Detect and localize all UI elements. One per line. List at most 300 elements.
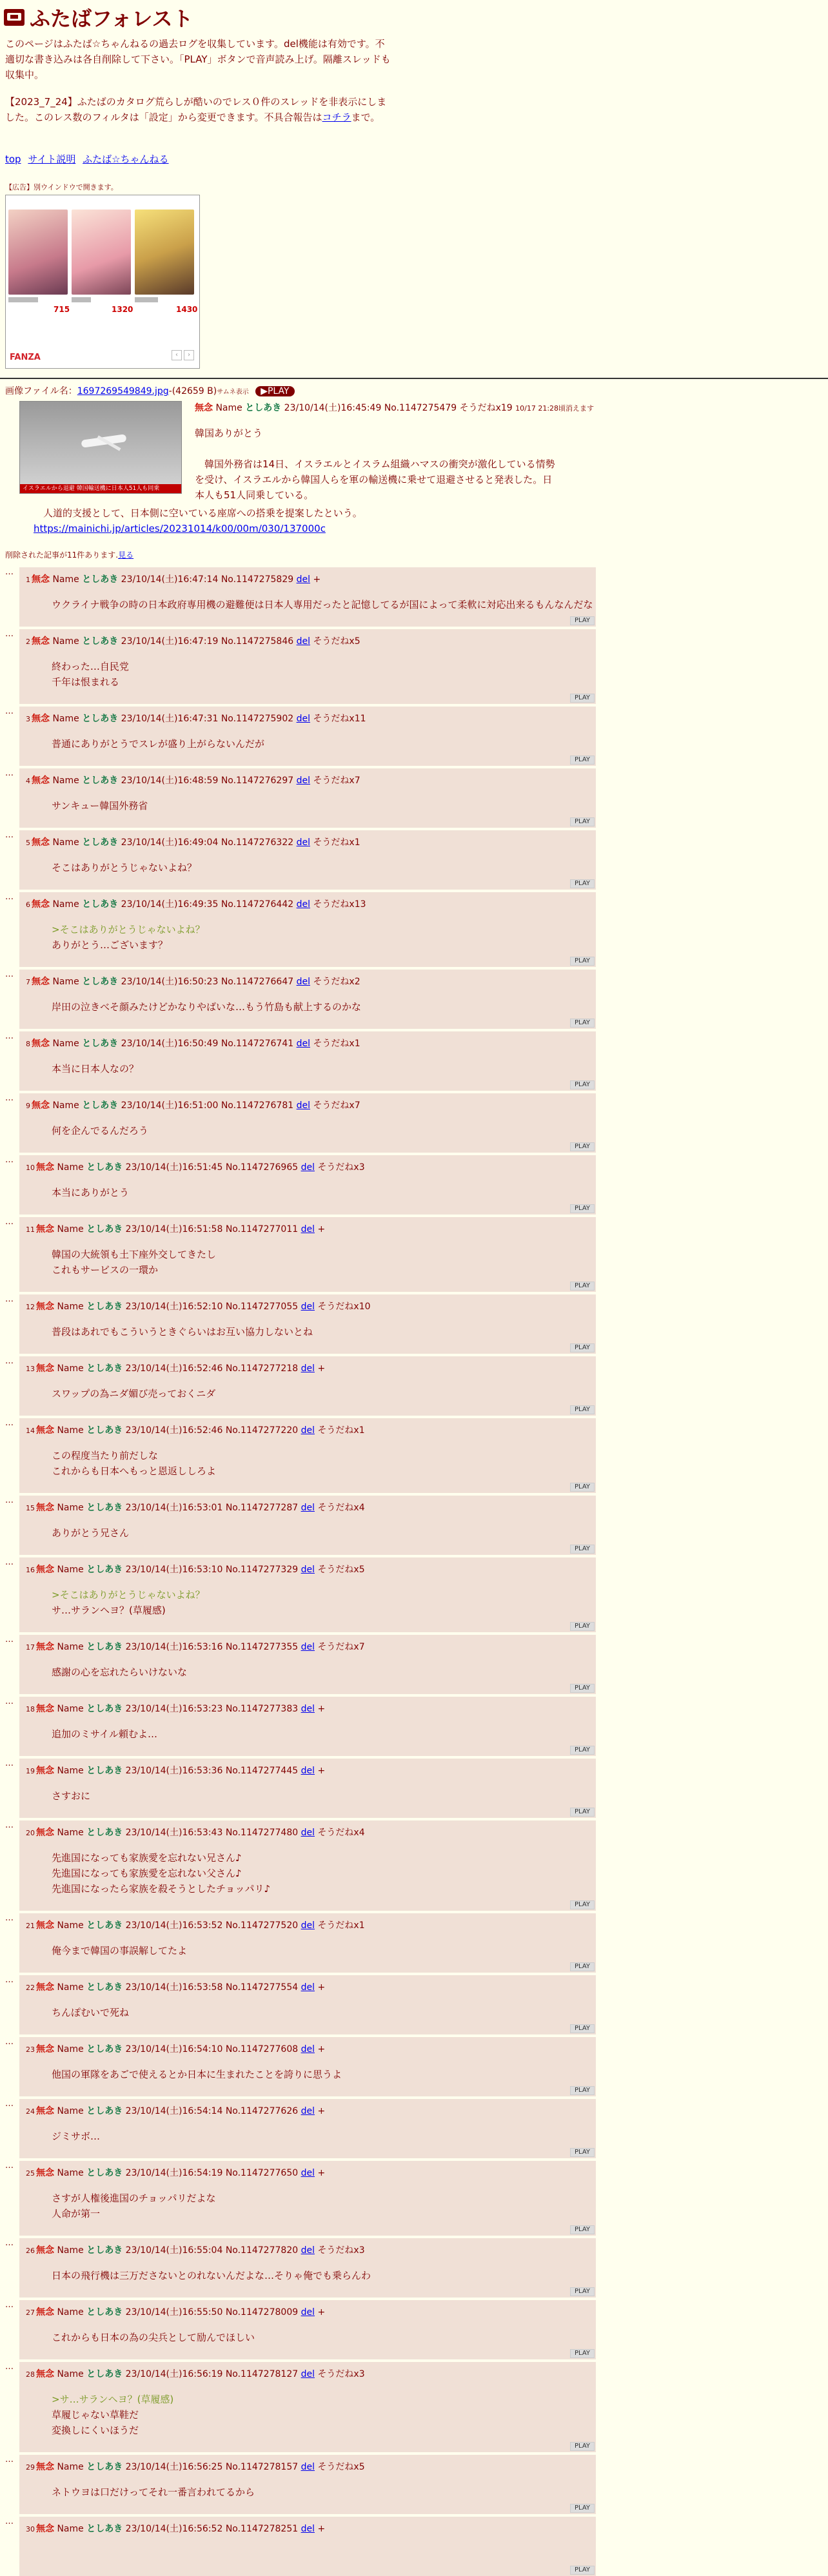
reply-del-link[interactable]: del xyxy=(296,837,310,848)
reply-menu-icon[interactable]: … xyxy=(5,1418,14,1428)
reply-menu-icon[interactable]: … xyxy=(5,707,14,716)
reply-index: 27 xyxy=(26,2308,35,2317)
thread-play-button[interactable]: ▶PLAY xyxy=(255,386,294,396)
reply-box xyxy=(19,1975,596,2034)
reply-body xyxy=(52,1943,187,1958)
reply-number: No.1147277520 xyxy=(225,1920,299,1931)
reply-soudane[interactable]: + xyxy=(317,2044,326,2054)
reply-play-button[interactable]: PLAY xyxy=(570,1343,595,1352)
reply-del-link[interactable]: del xyxy=(301,1982,315,1993)
reply-line: サンキュー韓国外務省 xyxy=(52,800,148,812)
reply-body xyxy=(52,1386,215,1401)
reply-line: 草履じゃない草鞋だ xyxy=(52,2409,139,2421)
reply-header xyxy=(26,835,360,848)
reply-datetime: 23/10/14(土)16:56:25 xyxy=(125,2462,223,2472)
reply-index: 29 xyxy=(26,2463,35,2472)
ad-label: 【広告】別ウインドウで開きます。 xyxy=(5,183,118,191)
reply-header xyxy=(26,2104,325,2117)
reply-menu-icon[interactable]: … xyxy=(5,1697,14,1706)
reply-body xyxy=(52,2005,129,2020)
reply-number: No.1147277650 xyxy=(225,2168,299,2178)
reply-soudane[interactable]: そうだねx13 xyxy=(313,899,366,910)
reply-soudane[interactable]: そうだねx7 xyxy=(313,1100,360,1111)
reply-soudane[interactable]: そうだねx4 xyxy=(317,1828,365,1838)
reply-number: No.1147276442 xyxy=(221,899,294,910)
reply-number: No.1147275846 xyxy=(221,636,294,647)
reply-del-link[interactable]: del xyxy=(301,1565,315,1575)
reply-box xyxy=(19,2455,596,2514)
reply-play-button[interactable]: PLAY xyxy=(570,2148,595,2157)
reply-datetime: 23/10/14(土)16:52:46 xyxy=(125,1425,223,1436)
reply-post xyxy=(5,2455,596,2514)
reply-header xyxy=(26,897,366,910)
reply-subject: 無念 xyxy=(36,1766,54,1776)
ad-image-3[interactable] xyxy=(135,210,194,295)
reply-poster: としあき xyxy=(86,1704,123,1714)
reply-play-button[interactable]: PLAY xyxy=(570,1622,595,1631)
reply-number: No.1147275829 xyxy=(221,574,294,585)
nav-links xyxy=(5,152,173,166)
ad-pager xyxy=(172,350,194,360)
reply-poster: としあき xyxy=(86,2168,123,2178)
reply-body xyxy=(52,736,264,752)
reply-play-button[interactable]: PLAY xyxy=(570,694,595,703)
reply-play-button[interactable]: PLAY xyxy=(570,1282,595,1291)
reply-box xyxy=(19,567,596,627)
reply-soudane[interactable]: + xyxy=(317,1704,326,1714)
reply-menu-icon[interactable]: … xyxy=(5,2099,14,2109)
reply-play-button[interactable]: PLAY xyxy=(570,879,595,888)
reply-post xyxy=(5,892,596,967)
reply-name-label: Name xyxy=(52,714,79,724)
reply-play-button[interactable]: PLAY xyxy=(570,1204,595,1213)
reply-soudane[interactable]: そうだねx3 xyxy=(317,1162,365,1173)
op-subject: 無念 xyxy=(195,403,213,413)
reply-line: スワップの為ニダ媚び売っておくニダ xyxy=(52,1388,216,1400)
reply-poster: としあき xyxy=(86,1642,123,1652)
reply-index: 3 xyxy=(26,715,30,723)
reply-index: 2 xyxy=(26,638,30,646)
op-line-3: 人道的支援として、日本側に空いている座席への搭乗を提案したという。 xyxy=(43,507,362,519)
reply-post xyxy=(5,768,596,828)
reply-header xyxy=(26,975,360,988)
reply-play-button[interactable]: PLAY xyxy=(570,1684,595,1693)
reply-index: 11 xyxy=(26,1225,35,1234)
ad-caption-2 xyxy=(72,297,91,302)
reply-menu-icon[interactable]: … xyxy=(5,2037,14,2047)
reply-play-button[interactable]: PLAY xyxy=(570,817,595,826)
op-body-cont xyxy=(34,505,420,536)
nav-futaba-link[interactable]: ふたば☆ちゃんねる xyxy=(83,153,169,165)
reply-post xyxy=(5,2099,596,2158)
reply-body xyxy=(52,659,129,690)
reply-header xyxy=(26,1423,365,1436)
reply-poster: としあき xyxy=(86,1224,123,1234)
reply-post xyxy=(5,1496,596,1555)
reply-poster: としあき xyxy=(86,1982,123,1993)
reply-menu-icon[interactable]: … xyxy=(5,1155,14,1165)
reply-menu-icon[interactable]: … xyxy=(5,2300,14,2310)
reply-play-button[interactable]: PLAY xyxy=(570,1962,595,1971)
reply-del-link[interactable]: del xyxy=(301,2462,315,2472)
reply-menu-icon[interactable]: … xyxy=(5,830,14,840)
reply-play-button[interactable]: PLAY xyxy=(570,1900,595,1909)
reply-play-button[interactable]: PLAY xyxy=(570,2442,595,2451)
reply-subject: 無念 xyxy=(36,1565,54,1575)
reply-soudane[interactable]: + xyxy=(317,2524,326,2534)
reply-menu-icon[interactable]: … xyxy=(5,2161,14,2171)
reply-header xyxy=(26,1501,365,1514)
reply-menu-icon[interactable]: … xyxy=(5,1557,14,1567)
reply-body xyxy=(52,1061,139,1077)
reply-subject: 無念 xyxy=(36,2369,54,2379)
reply-name-label: Name xyxy=(57,1302,84,1312)
reply-datetime: 23/10/14(土)16:56:52 xyxy=(125,2524,223,2534)
reply-play-button[interactable]: PLAY xyxy=(570,2287,595,2296)
reply-del-link[interactable]: del xyxy=(296,636,310,647)
reply-soudane[interactable]: + xyxy=(317,2168,326,2178)
reply-header xyxy=(26,2243,365,2256)
op-soudane[interactable]: そうだねx19 xyxy=(459,403,513,413)
reply-soudane[interactable]: + xyxy=(317,1224,326,1234)
reply-soudane[interactable]: そうだねx1 xyxy=(317,1425,365,1436)
reply-name-label: Name xyxy=(52,1100,79,1111)
reply-datetime: 23/10/14(土)16:53:23 xyxy=(125,1704,223,1714)
reply-soudane[interactable]: + xyxy=(317,2307,326,2317)
reply-datetime: 23/10/14(土)16:51:45 xyxy=(125,1162,223,1173)
reply-del-link[interactable]: del xyxy=(296,776,310,786)
reply-index: 28 xyxy=(26,2370,35,2379)
reply-line: 普通にありがとうでスレが盛り上がらないんだが xyxy=(52,738,265,750)
reply-del-link[interactable]: del xyxy=(301,2044,315,2054)
reply-del-link[interactable]: del xyxy=(301,1642,315,1652)
ad-image-1[interactable] xyxy=(8,210,68,295)
reply-post xyxy=(5,1217,596,1292)
reply-soudane[interactable]: + xyxy=(317,1982,326,1993)
reply-menu-icon[interactable]: … xyxy=(5,1635,14,1644)
reply-soudane[interactable]: そうだねx10 xyxy=(317,1302,371,1312)
reply-menu-icon[interactable]: … xyxy=(5,629,14,639)
reply-del-link[interactable]: del xyxy=(301,1920,315,1931)
reply-number: No.1147278157 xyxy=(225,2462,299,2472)
reply-number: No.1147278127 xyxy=(225,2369,299,2379)
reply-soudane[interactable]: そうだねx7 xyxy=(313,776,360,786)
reply-body xyxy=(52,860,197,875)
op-expire: 10/17 21:28頃消えます xyxy=(515,404,595,413)
reply-soudane[interactable]: + xyxy=(317,1363,326,1374)
reply-box xyxy=(19,1155,596,1215)
reply-del-link[interactable]: del xyxy=(301,2524,315,2534)
reply-play-button[interactable]: PLAY xyxy=(570,1405,595,1414)
reply-del-link[interactable]: del xyxy=(296,714,310,724)
reply-play-button[interactable]: PLAY xyxy=(570,1746,595,1755)
reply-datetime: 23/10/14(土)16:47:31 xyxy=(121,714,219,724)
reply-box xyxy=(19,2238,596,2298)
reply-body xyxy=(52,1185,129,1200)
ad-caption-3 xyxy=(135,297,158,302)
reply-line: 他国の軍隊をあごで使えるとか日本に生まれたことを誇りに思うよ xyxy=(52,2069,342,2080)
reply-del-link[interactable]: del xyxy=(301,1363,315,1374)
nav-top-link[interactable]: top xyxy=(5,153,21,165)
ad-price-2: 1320 xyxy=(112,305,133,314)
reply-del-link[interactable]: del xyxy=(301,2168,315,2178)
reply-poster: としあき xyxy=(86,2307,123,2317)
reply-soudane[interactable]: そうだねx2 xyxy=(313,977,360,987)
reply-index: 30 xyxy=(26,2525,35,2533)
reply-soudane[interactable]: そうだねx11 xyxy=(313,714,366,724)
article-link[interactable]: https://mainichi.jp/articles/20231014/k00/00m/030/137000c xyxy=(34,523,326,534)
reply-line: これもサービスの一環か xyxy=(52,1264,159,1276)
reply-play-button[interactable]: PLAY xyxy=(570,1545,595,1554)
reply-menu-icon[interactable]: … xyxy=(5,1294,14,1304)
reply-menu-icon[interactable]: … xyxy=(5,1217,14,1227)
reply-menu-icon[interactable]: … xyxy=(5,2455,14,2464)
ad-price-3: 1430 xyxy=(176,305,198,314)
reply-soudane[interactable]: そうだねx5 xyxy=(313,636,360,647)
nav-guide-link[interactable]: サイト説明 xyxy=(28,153,76,165)
reply-subject: 無念 xyxy=(36,2462,54,2472)
reply-post xyxy=(5,1759,596,1818)
site-header xyxy=(4,3,193,32)
reply-soudane[interactable]: + xyxy=(317,1766,326,1776)
thumbnail-caption: イスラエルから退避 韓国輸送機に日本人51人も同乗 xyxy=(20,484,182,493)
reply-box xyxy=(19,1217,596,1292)
reply-del-link[interactable]: del xyxy=(301,1503,315,1513)
thread-thumbnail[interactable] xyxy=(19,401,182,494)
reply-line: さすおに xyxy=(52,1790,91,1802)
reply-del-link[interactable]: del xyxy=(301,2369,315,2379)
reply-box xyxy=(19,2517,596,2576)
reply-line: ネトウヨは口だけってそれ一番言われてるから xyxy=(52,2486,255,2498)
reply-soudane[interactable]: そうだねx3 xyxy=(317,2245,365,2256)
reply-play-button[interactable]: PLAY xyxy=(570,1080,595,1089)
reply-menu-icon[interactable]: … xyxy=(5,567,14,577)
reply-subject: 無念 xyxy=(36,2245,54,2256)
reply-soudane[interactable]: そうだねx1 xyxy=(317,1920,365,1931)
reply-menu-icon[interactable]: … xyxy=(5,1356,14,1366)
reply-body xyxy=(52,1525,129,1541)
reply-menu-icon[interactable]: … xyxy=(5,1093,14,1103)
reply-del-link[interactable]: del xyxy=(301,2245,315,2256)
reply-play-button[interactable]: PLAY xyxy=(570,1483,595,1492)
reply-number: No.1147276322 xyxy=(221,837,294,848)
reply-play-button[interactable]: PLAY xyxy=(570,2024,595,2033)
reply-name-label: Name xyxy=(57,1766,84,1776)
reply-post xyxy=(5,830,596,890)
reply-subject: 無念 xyxy=(36,1224,54,1234)
reply-header xyxy=(26,1563,365,1576)
reply-number: No.1147277445 xyxy=(225,1766,299,1776)
reply-index: 8 xyxy=(26,1040,30,1048)
reply-line: 韓国の大統領も土下座外交してきたし xyxy=(52,1249,217,1260)
reply-post xyxy=(5,1294,596,1354)
reply-index: 25 xyxy=(26,2169,35,2178)
reply-del-link[interactable]: del xyxy=(296,574,310,585)
reply-box xyxy=(19,1496,596,1555)
reply-post xyxy=(5,1093,596,1153)
reply-post xyxy=(5,1697,596,1756)
ad-image-2[interactable] xyxy=(72,210,131,295)
reply-menu-icon[interactable]: … xyxy=(5,1031,14,1041)
reply-body xyxy=(52,922,205,953)
reply-index: 22 xyxy=(26,1984,35,1992)
ad-banner[interactable] xyxy=(5,195,200,369)
reply-play-button[interactable]: PLAY xyxy=(570,616,595,625)
reply-number: No.1147277554 xyxy=(225,1982,299,1993)
reply-datetime: 23/10/14(土)16:53:58 xyxy=(125,1982,223,1993)
reply-body xyxy=(52,597,593,612)
reply-subject: 無念 xyxy=(32,1039,50,1049)
page-title: ふたばフォレスト xyxy=(30,6,193,31)
reply-name-label: Name xyxy=(52,837,79,848)
reply-name-label: Name xyxy=(57,2245,84,2256)
reply-box xyxy=(19,1418,596,1493)
reply-del-link[interactable]: del xyxy=(301,1224,315,1234)
reply-menu-icon[interactable]: … xyxy=(5,1975,14,1985)
reply-header xyxy=(26,1160,365,1173)
reply-play-button[interactable]: PLAY xyxy=(570,2349,595,2358)
reply-line: 何を企んでるんだろう xyxy=(52,1125,149,1137)
reply-play-button[interactable]: PLAY xyxy=(570,2504,595,2513)
reply-del-link[interactable]: del xyxy=(301,1704,315,1714)
reply-line: 先進国になったら家族を殺そうとしたチョッパリ♪ xyxy=(52,1883,271,1895)
reply-del-link[interactable]: del xyxy=(301,2307,315,2317)
reply-number: No.1147277608 xyxy=(225,2044,299,2054)
reply-soudane[interactable]: そうだねx7 xyxy=(317,1642,365,1652)
reply-del-link[interactable]: del xyxy=(301,1302,315,1312)
reply-number: No.1147277329 xyxy=(225,1565,299,1575)
reply-play-button[interactable]: PLAY xyxy=(570,1142,595,1151)
reply-menu-icon[interactable]: … xyxy=(5,892,14,902)
reply-menu-icon[interactable]: … xyxy=(5,1913,14,1923)
reply-subject: 無念 xyxy=(32,714,50,724)
reply-poster: としあき xyxy=(86,2245,123,2256)
reply-line: この程度当たり前だしな xyxy=(52,1450,159,1461)
reply-datetime: 23/10/14(土)16:53:01 xyxy=(125,1503,223,1513)
ad-next-icon[interactable]: › xyxy=(184,350,194,360)
reply-menu-icon[interactable]: … xyxy=(5,768,14,778)
reply-del-link[interactable]: del xyxy=(301,1766,315,1776)
reply-index: 23 xyxy=(26,2045,35,2054)
reply-subject: 無念 xyxy=(32,899,50,910)
reply-play-button[interactable]: PLAY xyxy=(570,756,595,765)
reply-header xyxy=(26,2367,365,2380)
reply-play-button[interactable]: PLAY xyxy=(570,957,595,966)
reply-datetime: 23/10/14(土)16:47:19 xyxy=(121,636,219,647)
bug-report-link[interactable]: コチラ xyxy=(322,112,351,123)
reply-poster: としあき xyxy=(86,1162,123,1173)
reply-subject: 無念 xyxy=(36,2307,54,2317)
reply-index: 13 xyxy=(26,1365,35,1373)
reply-menu-icon[interactable]: … xyxy=(5,970,14,979)
reply-index: 10 xyxy=(26,1164,35,1172)
file-link[interactable]: 1697269549849.jpg xyxy=(77,386,169,396)
reply-menu-icon[interactable]: … xyxy=(5,2238,14,2248)
reply-play-button[interactable]: PLAY xyxy=(570,2086,595,2095)
reply-number: No.1147277626 xyxy=(225,2106,299,2116)
reply-name-label: Name xyxy=(57,1425,84,1436)
reply-menu-icon[interactable]: … xyxy=(5,2362,14,2372)
reply-soudane[interactable]: そうだねx1 xyxy=(313,1039,360,1049)
reply-subject: 無念 xyxy=(36,1920,54,1931)
reply-index: 7 xyxy=(26,978,30,986)
reply-menu-icon[interactable]: … xyxy=(5,1820,14,1830)
reply-box xyxy=(19,629,596,704)
reply-index: 1 xyxy=(26,576,30,584)
reply-play-button[interactable]: PLAY xyxy=(570,1808,595,1817)
reply-body xyxy=(52,999,361,1015)
reply-poster: としあき xyxy=(86,1828,123,1838)
reply-poster: としあき xyxy=(82,1100,119,1111)
reply-name-label: Name xyxy=(52,899,79,910)
reply-box xyxy=(19,1356,596,1416)
reply-menu-icon[interactable]: … xyxy=(5,1496,14,1505)
reply-box xyxy=(19,1913,596,1973)
intro-update xyxy=(5,94,392,125)
reply-name-label: Name xyxy=(57,1982,84,1993)
reply-header xyxy=(26,1918,365,1931)
reply-datetime: 23/10/14(土)16:50:23 xyxy=(121,977,219,987)
reply-header xyxy=(26,1300,371,1312)
reply-subject: 無念 xyxy=(36,1363,54,1374)
reply-menu-icon[interactable]: … xyxy=(5,1759,14,1768)
reply-subject: 無念 xyxy=(36,2044,54,2054)
reply-play-button[interactable]: PLAY xyxy=(570,1019,595,1028)
reply-play-button[interactable]: PLAY xyxy=(570,2566,595,2575)
reply-number: No.1147277011 xyxy=(225,1224,299,1234)
reply-header xyxy=(26,712,366,725)
reply-body xyxy=(52,1448,216,1479)
reply-datetime: 23/10/14(土)16:51:00 xyxy=(121,1100,219,1111)
ad-prev-icon[interactable]: ‹ xyxy=(172,350,182,360)
deleted-show-link[interactable]: 見る xyxy=(118,551,134,560)
reply-post xyxy=(5,1635,596,1694)
reply-del-link[interactable]: del xyxy=(296,977,310,987)
reply-soudane[interactable]: そうだねx5 xyxy=(317,1565,365,1575)
reply-index: 12 xyxy=(26,1303,35,1311)
reply-soudane[interactable]: そうだねx4 xyxy=(317,1503,365,1513)
reply-play-button[interactable]: PLAY xyxy=(570,2225,595,2234)
reply-del-link[interactable]: del xyxy=(301,1828,315,1838)
reply-del-link[interactable]: del xyxy=(301,1162,315,1173)
reply-index: 24 xyxy=(26,2107,35,2116)
reply-soudane[interactable]: + xyxy=(317,2106,326,2116)
reply-body xyxy=(52,1247,216,1278)
reply-post xyxy=(5,629,596,704)
reply-del-link[interactable]: del xyxy=(296,899,310,910)
reply-header xyxy=(26,2042,325,2055)
reply-del-link[interactable]: del xyxy=(296,1039,310,1049)
reply-name-label: Name xyxy=(57,2106,84,2116)
ad-brand: FANZA xyxy=(10,353,41,362)
reply-soudane[interactable]: そうだねx1 xyxy=(313,837,360,848)
reply-del-link[interactable]: del xyxy=(301,2106,315,2116)
reply-soudane[interactable]: そうだねx3 xyxy=(317,2369,365,2379)
reply-soudane[interactable]: + xyxy=(313,574,321,585)
update-tail: まで。 xyxy=(351,112,380,123)
reply-name-label: Name xyxy=(57,2524,84,2534)
reply-del-link[interactable]: del xyxy=(301,1425,315,1436)
reply-soudane[interactable]: そうだねx5 xyxy=(317,2462,365,2472)
reply-menu-icon[interactable]: … xyxy=(5,2517,14,2526)
reply-quote: >そこはありがとうじゃないよね？ xyxy=(52,924,205,935)
reply-name-label: Name xyxy=(52,776,79,786)
reply-index: 9 xyxy=(26,1102,30,1110)
reply-post xyxy=(5,567,596,627)
reply-del-link[interactable]: del xyxy=(296,1100,310,1111)
reply-box xyxy=(19,830,596,890)
reply-line: ウクライナ戦争の時の日本政府専用機の避難便は日本人専用だったと記憶してるが国によって柔軟に対応出来るもんなんだな xyxy=(52,599,593,610)
